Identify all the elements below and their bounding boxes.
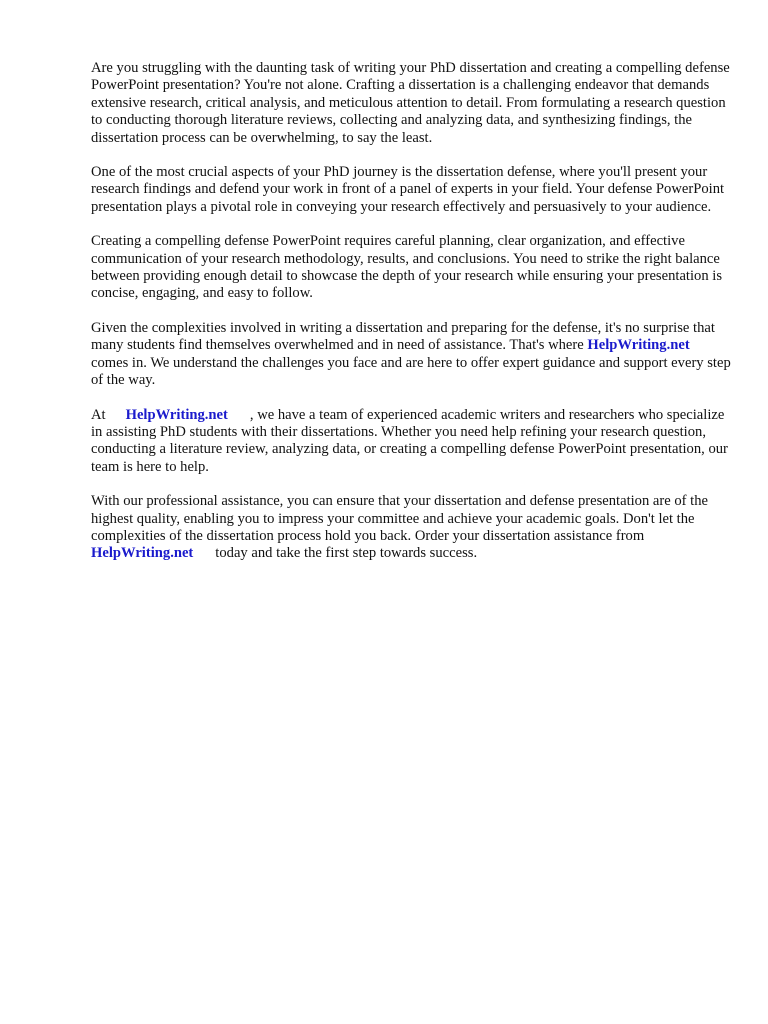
helpwriting-link-1[interactable]: HelpWriting.net [587, 337, 690, 354]
helpwriting-link-2[interactable]: HelpWriting.net [125, 406, 228, 423]
document-page [91, 60, 731, 580]
paragraph-defense-text: One of the most crucial aspects of your PhD journey is the dissertation defense, where you'll present your research findings and defend your work in front of a panel of experts in your field. Your defense PowerPoint presentation plays a pivotal role in conveying your research effectively and persuasively to your audience. [91, 164, 725, 215]
paragraph-intro-text: Are you struggling with the daunting task of writing your PhD dissertation and creating a compelling defense PowerPoint presentation? You're not alone. Crafting a dissertation is a challenging endeavor that demands extensive research, critical analysis, and meticulous attention to detail. From formulating a research question to conducting thorough literature reviews, collecting and analyzing data, and synthesizing findings, the dissertation process can be overwhelming, to say the least. [91, 60, 730, 146]
paragraph-team [91, 407, 731, 477]
paragraph-team-text-before: At [91, 406, 106, 423]
paragraph-assistance-text-after: comes in. We understand the challenges you face and are here to offer expert guidance and support every step of the way. [91, 354, 731, 389]
paragraph-intro [91, 60, 731, 147]
paragraph-closing-text-before: With our professional assistance, you can ensure that your dissertation and defense presentation are of the highest quality, enabling you to impress your committee and achieve your academic goals. Don't let the complexities of the dissertation process hold you back. Order your dissertation assistance from [91, 493, 709, 544]
paragraph-powerpoint [91, 233, 731, 303]
paragraph-defense [91, 164, 731, 216]
helpwriting-link-3[interactable]: HelpWriting.net [91, 545, 194, 562]
paragraph-team-text-after: , we have a team of experienced academic writers and researchers who specialize in assisting PhD students with their dissertations. Whether you need help refining your research question, conducting a literature review, analyzing data, or creating a compelling defense PowerPoint presentation, our team is here to help. [91, 406, 728, 475]
paragraph-assistance-text-before: Given the complexities involved in writing a dissertation and preparing for the defense, it's no surprise that many students find themselves overwhelmed and in need of assistance. That's where [91, 319, 715, 354]
paragraph-powerpoint-text: Creating a compelling defense PowerPoint requires careful planning, clear organization, and effective communication of your research methodology, results, and conclusions. You need to strike the right balance between providing enough detail to showcase the depth of your research while ensuring your presentation is concise, engaging, and easy to follow. [91, 233, 723, 302]
paragraph-closing [91, 493, 731, 563]
paragraph-closing-text-after: today and take the first step towards success. [215, 545, 478, 562]
paragraph-assistance [91, 320, 731, 390]
